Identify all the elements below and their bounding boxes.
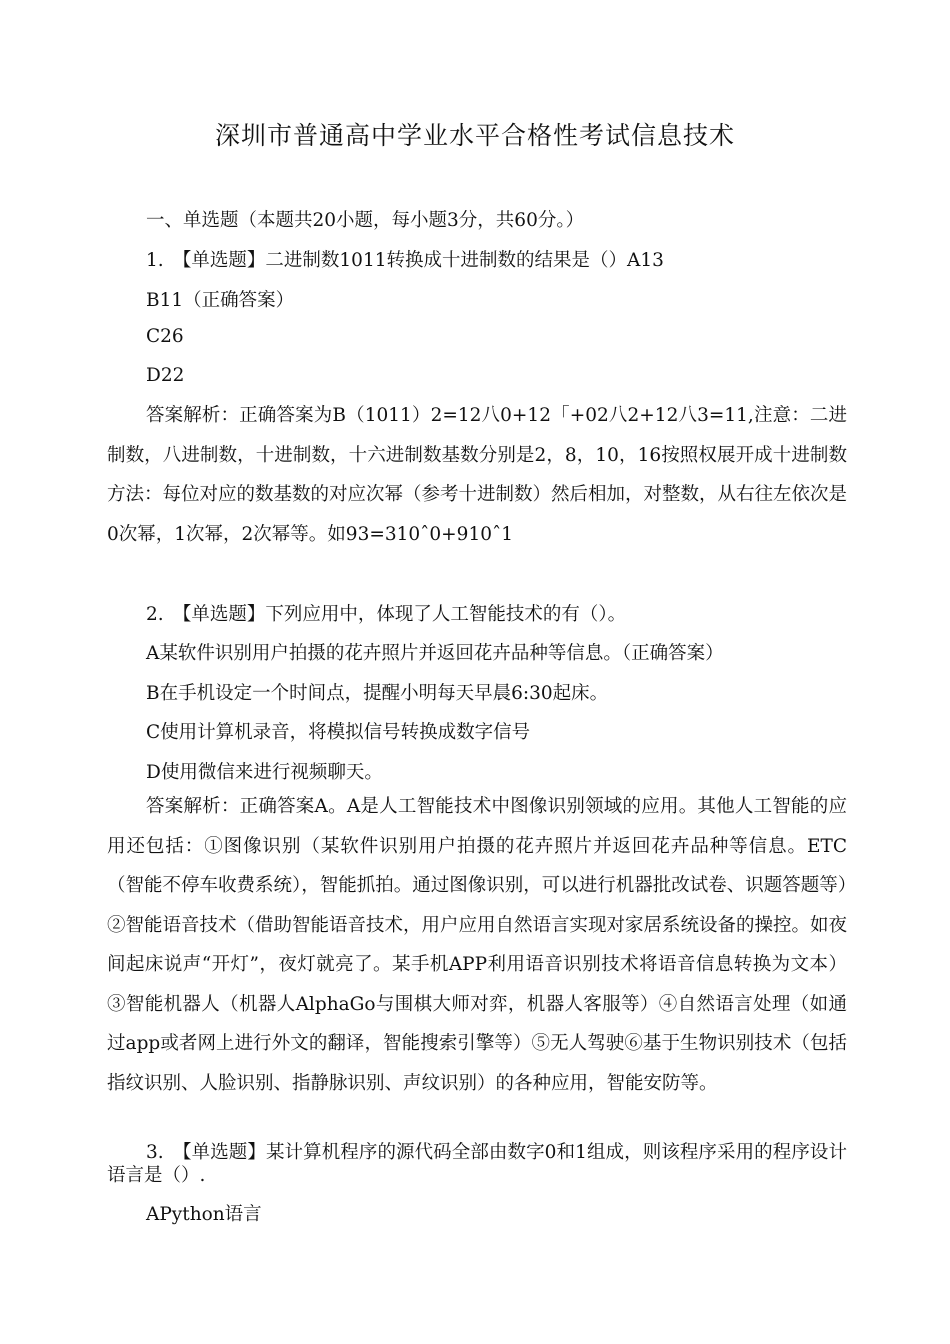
q2-option-b: B在手机设定一个时间点，提醒小明每天早晨6:30起床。 [146,683,609,704]
q2-option-d: D使用微信来进行视频聊天。 [146,762,383,783]
q3-option-a: APython语言 [146,1204,262,1225]
q1-stem: 1. 【单选题】二进制数1011转换成十进制数的结果是（）A13 [146,250,664,271]
q2-option-c: C使用计算机录音，将模拟信号转换成数字信号 [146,722,531,743]
q1-analysis: 答案解析：正确答案为B（1011）2=12八0+12「+02八2+12八3=11,注意：二进制数，八进制数，十进制数，十六进制数基数分别是2，8，10，16按照权展开成十进制数方法：每位对应的数基数的对应次幂（参考十进制数）然后相加，对整数，从右往左依次是0次幂，1次幂，2次幂等。如93=310ˆ0+910ˆ1 [107,405,848,545]
q2-option-a: A某软件识别用户拍摄的花卉照片并返回花卉品种等信息。（正确答案） [146,643,724,664]
q2-analysis: 答案解析：正确答案A。A是人工智能技术中图像识别领域的应用。其他人工智能的应用还包括：①图像识别（某软件识别用户拍摄的花卉照片并返回花卉品种等信息。ETC（智能不停车收费系统），智能抓拍。通过图像识别，可以进行机器批改试卷、识题答题等）②智能语音技术（借助智能语音技术，用户应用自然语言实现对家居系统设备的操控。如夜间起床说声“开灯”，夜灯就亮了。某手机APP利用语音识别技术将语音信息转换为文本）③智能机器人（机器人AlphaGo与围棋大师对弈，机器人客服等）④自然语言处理（如通过app或者网上进行外文的翻译，智能搜索引擎等）⑤无人驾驶⑥基于生物识别技术（包括指纹识别、人脸识别、指静脉识别、声纹识别）的各种应用，智能安防等。 [107,796,848,1094]
q1-option-d: D22 [146,365,185,386]
q3-stem: 3. 【单选题】某计算机程序的源代码全部由数字0和1组成，则该程序采用的程序设计语言是（）. [107,1142,847,1186]
section-heading: 一、单选题（本题共20小题，每小题3分，共60分。） [146,210,585,231]
q2-stem: 2. 【单选题】下列应用中，体现了人工智能技术的有（）。 [146,604,627,625]
document-title: 深圳市普通高中学业水平合格性考试信息技术 [214,121,735,150]
q1-option-b: B11（正确答案） [146,290,295,311]
q1-option-c: C26 [146,326,184,347]
